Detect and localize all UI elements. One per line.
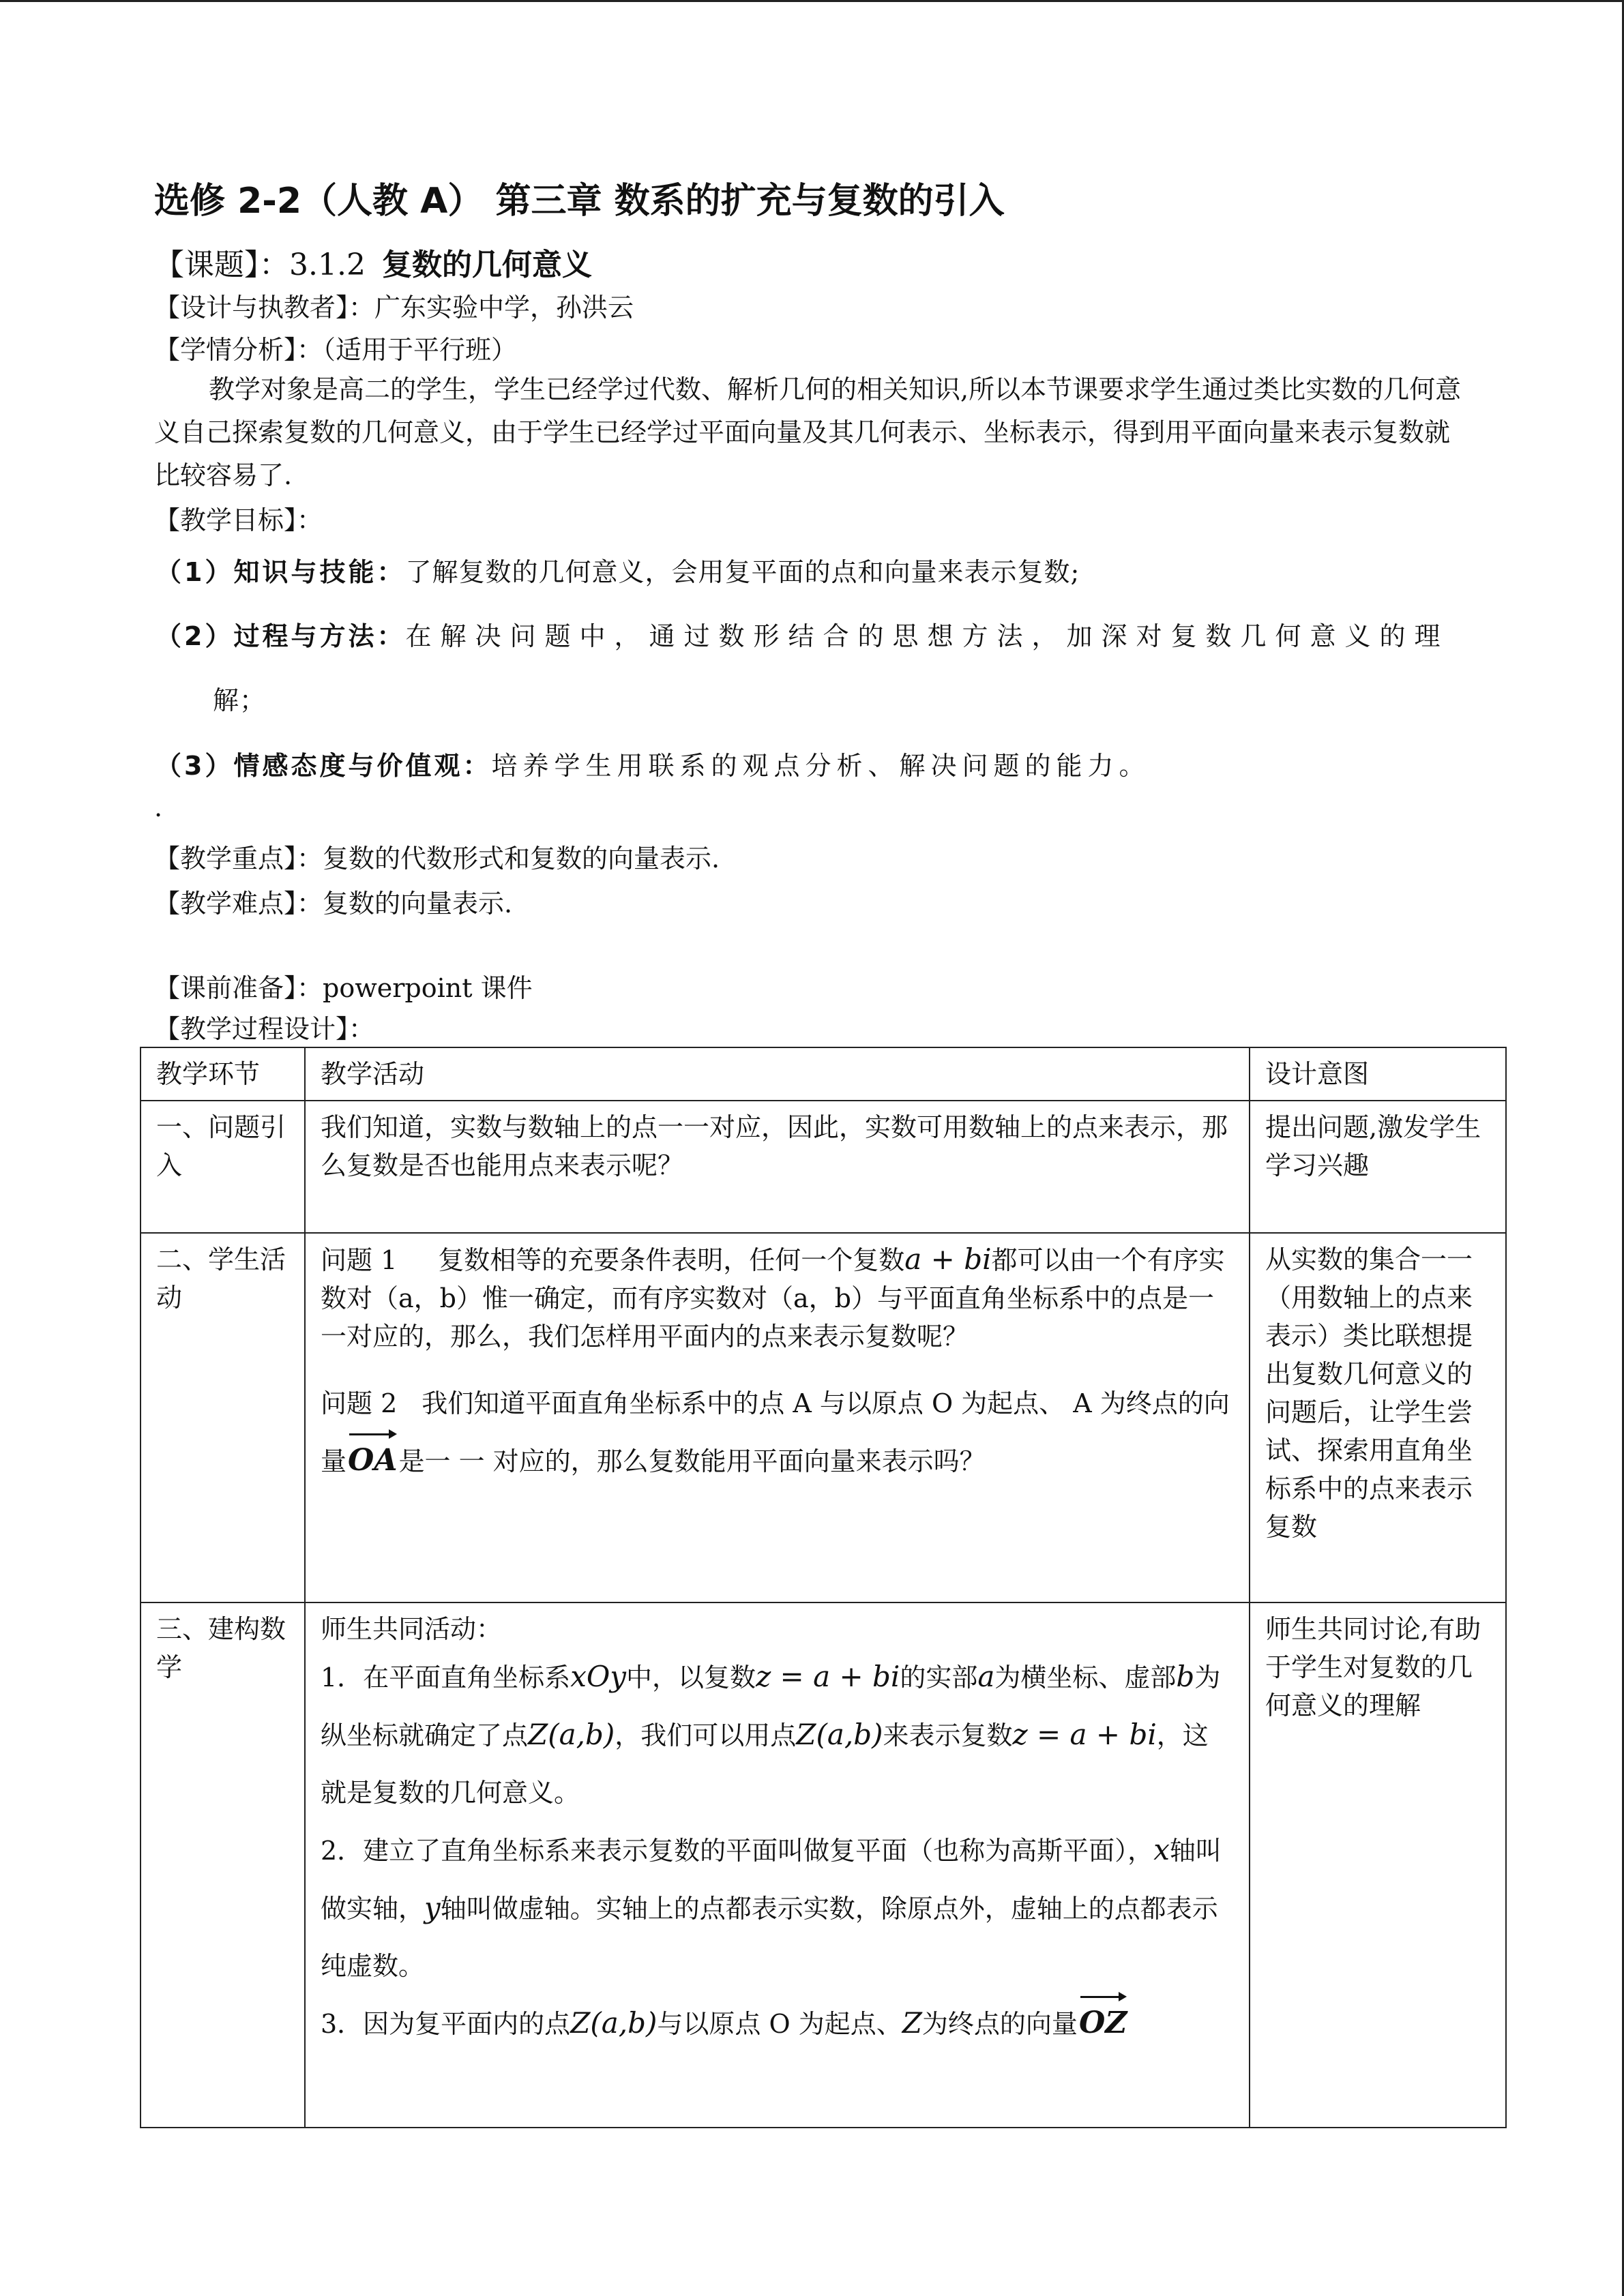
lesson-topic xyxy=(154,240,592,284)
goal-2 xyxy=(156,615,1449,653)
question-2-label: 问题 2 xyxy=(321,1388,398,1418)
point-3-text: 3．因为复平面内的点 xyxy=(321,2009,571,2039)
goal-3 xyxy=(156,745,1150,782)
point-3 xyxy=(321,1995,1234,2053)
point-2-text: 轴叫做实轴， xyxy=(321,1836,1222,1924)
math-z: Z xyxy=(902,2006,922,2040)
math-y: y xyxy=(424,1891,441,1924)
difficulty: 【教学难点】：复数的向量表示. xyxy=(154,889,513,919)
question-2-text-a: 我们知道平面直角坐标系中的点 A 与以原点 O 为起点、 A 为终点的向量 xyxy=(321,1388,1230,1476)
math-xoy: xOy xyxy=(570,1660,627,1693)
point-1 xyxy=(321,1648,1234,1821)
goal-2-text: 在解决问题中，通过数形结合的思想方法，加深对复数几何意义的理 xyxy=(405,621,1449,651)
activity-cell xyxy=(305,1602,1250,2128)
vector-oz: OZ xyxy=(1078,1995,1128,2052)
point-1-text: ，这就是复数的几何意义。 xyxy=(321,1720,1209,1808)
lesson-process-table xyxy=(140,1047,1507,2128)
intent-cell: 提出问题,激发学生学习兴趣 xyxy=(1250,1101,1506,1233)
complex-number-formula: a + bi xyxy=(904,1242,992,1276)
point-2-text: 2．建立了直角坐标系来表示复数的平面叫做复平面（也称为高斯平面）， xyxy=(321,1836,1154,1866)
key-point: 【教学重点】：复数的代数形式和复数的向量表示. xyxy=(154,844,720,874)
header-stage: 教学环节 xyxy=(141,1047,305,1101)
point-2-text: 轴叫做虚轴。实轴上的点都表示实数，除原点外，虚轴上的点都表示纯虚数。 xyxy=(321,1894,1218,1981)
math-b: b xyxy=(1176,1660,1195,1693)
question-1-text-b: 都可以由一个有序实数对（a，b）惟一确定，而有序实数对（a，b）与平面直角坐标系中的点是一 一对应的，那么，我们怎样用平面内的点来表示复数呢？ xyxy=(321,1245,1225,1352)
question-1-label: 问题 1 xyxy=(321,1245,398,1275)
point-2 xyxy=(321,1821,1234,1995)
math-point-z: Z(a,b) xyxy=(796,1718,883,1751)
designer-line: 【设计与执教者】：广东实验中学，孙洪云 xyxy=(154,293,634,323)
math-x: x xyxy=(1153,1833,1170,1866)
question-1-text-a: 复数相等的充要条件表明，任何一个复数 xyxy=(438,1245,905,1275)
intent-cell: 从实数的集合一一（用数轴上的点来表示）类比联想提出复数几何意义的问题后，让学生尝试、探索用直角坐标系中的点来表示复数 xyxy=(1250,1233,1506,1602)
point-1-text: ，我们可以用点 xyxy=(615,1720,797,1750)
header-activity: 教学活动 xyxy=(305,1047,1250,1101)
goal-1-label: 知识与技能： xyxy=(233,557,406,587)
stray-mark: . xyxy=(154,792,163,822)
math-point-z: Z(a,b) xyxy=(528,1718,615,1751)
page-border-top xyxy=(0,0,1624,2)
point-1-text: 1．在平面直角坐标系 xyxy=(321,1663,571,1693)
goals-heading: 【教学目标】： xyxy=(154,505,323,535)
math-z-formula: z = a + bi xyxy=(756,1660,900,1693)
header-intent: 设计意图 xyxy=(1250,1047,1506,1101)
activity-cell: 我们知道，实数与数轴上的点一一对应，因此，实数可用数轴上的点来表示，那么复数是否也能用点来表示呢？ xyxy=(305,1101,1250,1233)
stage-cell: 二、学生活动 xyxy=(141,1233,305,1602)
goal-1 xyxy=(156,551,1080,588)
question-1 xyxy=(321,1240,1234,1356)
table-row xyxy=(141,1101,1506,1233)
goal-1-text: 了解复数的几何意义，会用复平面的点和向量来表示复数; xyxy=(405,557,1080,587)
point-1-text: 来表示复数 xyxy=(883,1720,1013,1750)
goal-3-text: 培养学生用联系的观点分析、解决问题的能力。 xyxy=(491,751,1151,781)
math-a: a xyxy=(977,1660,995,1693)
goal-3-label: 情感态度与价值观： xyxy=(233,751,492,781)
math-point-z: Z(a,b) xyxy=(570,2006,658,2040)
analysis-paragraph: 教学对象是高二的学生，学生已经学过代数、解析几何的相关知识,所以本节课要求学生通过类比实数的几何意义自己探索复数的几何意义，由于学生已经学过平面向量及其几何表示、坐标表示，得到用平面向量来表示复数就比较容易了. xyxy=(154,374,1462,490)
goal-1-num: （1） xyxy=(156,557,234,587)
goal-3-num: （3） xyxy=(156,751,234,781)
table-row xyxy=(141,1602,1506,2128)
point-3-text: 与以原点 O 为起点、 xyxy=(657,2009,902,2039)
math-z-formula: z = a + bi xyxy=(1012,1718,1157,1751)
table-header-row xyxy=(141,1047,1506,1101)
point-1-text: 为横坐标、虚部 xyxy=(994,1663,1177,1693)
goal-2-label: 过程与方法： xyxy=(233,621,406,651)
table-row xyxy=(141,1233,1506,1602)
point-1-text: 的实部 xyxy=(900,1663,978,1693)
question-2-text-b: 是一 一 对应的，那么复数能用平面向量来表示吗？ xyxy=(398,1446,986,1476)
goal-2-num: （2） xyxy=(156,621,234,651)
analysis-heading: 【学情分析】：（适用于平行班） xyxy=(154,335,518,365)
point-1-text: 为纵坐标就确定了点 xyxy=(321,1663,1221,1750)
point-3-text: 为终点的向量 xyxy=(921,2009,1078,2039)
lesson-topic-name: 复数的几何意义 xyxy=(381,248,592,282)
vector-oa: OA xyxy=(346,1432,398,1489)
activity-cell xyxy=(305,1233,1250,1602)
lesson-topic-label: 【课题】：3.1.2 xyxy=(154,248,366,282)
stage-cell: 一、问题引入 xyxy=(141,1101,305,1233)
stage-cell: 三、建构数学 xyxy=(141,1602,305,2128)
document-title: 选修 2-2（人教 A） 第三章 数系的扩充与复数的引入 xyxy=(154,181,1005,222)
intent-cell: 师生共同讨论,有助于学生对复数的几何意义的理解 xyxy=(1250,1602,1506,2128)
activity-lead: 师生共同活动： xyxy=(321,1614,503,1644)
question-2 xyxy=(321,1375,1234,1490)
process-heading: 【教学过程设计】： xyxy=(154,1014,375,1044)
goal-2-continuation: 解； xyxy=(213,685,267,715)
preparation: 【课前准备】：powerpoint 课件 xyxy=(154,973,533,1003)
point-1-text: 中，以复数 xyxy=(626,1663,756,1693)
